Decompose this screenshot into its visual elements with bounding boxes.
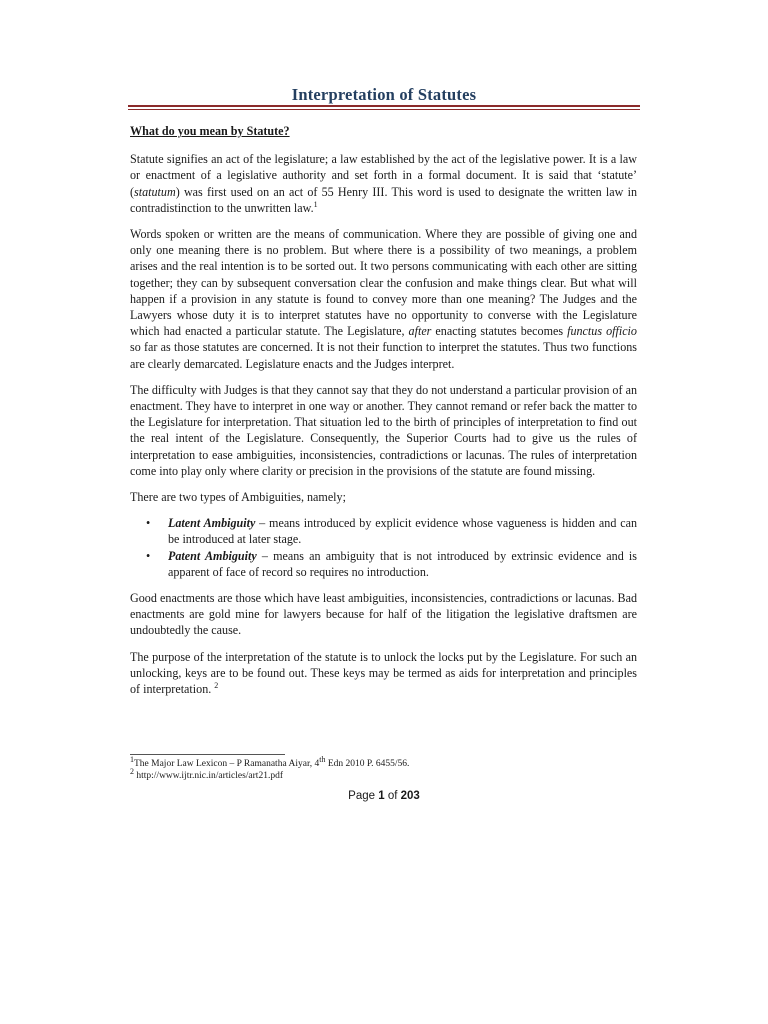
p2-italic-2: functus officio xyxy=(567,324,637,339)
paragraph-6 xyxy=(130,649,637,698)
footnote-separator xyxy=(130,754,285,755)
p1-text-a: Statute signifies an act of the legislature; a law established by the act of the legislative power. It is a law or enactment of a legislative authority and set forth in a formal document. It is said that ‘statute’ ( xyxy=(130,152,637,199)
footnotes xyxy=(130,754,637,782)
bullet-text: – means introduced by explicit evidence whose vagueness is hidden and can be introduced at later stage. xyxy=(168,516,637,547)
footnote-superscript: th xyxy=(319,754,326,764)
ambiguity-list xyxy=(130,515,637,580)
footnote-link[interactable]: http://www.ijtr.nic.in/articles/art21.pdf xyxy=(134,771,283,781)
p2-italic-1: after xyxy=(408,324,432,339)
p1-italic: statutum xyxy=(134,184,176,199)
p6-text: The purpose of the interpretation of the statute is to unlock the locks put by the Legislature. For such an unlocking, keys are to be found out. These keys may be termed as aids for interpretation and principles of interpretation. xyxy=(130,649,637,697)
title-rule-thick xyxy=(128,105,640,107)
bullet-text: – means an ambiguity that is not introduced by extrinsic evidence and is apparent of face of record so requires no introduction. xyxy=(168,548,637,579)
list-item xyxy=(146,548,637,580)
list-item xyxy=(146,515,637,547)
bullet-icon: • xyxy=(146,548,151,563)
paragraph-3: The difficulty with Judges is that they cannot say that they do not understand a particular provision of an enactment. They have to interpret in one way or another. They cannot remand or refer back the matter to the Legislature for interpretation. That situation led to the birth of principles of interpretation to find out the real intent of the Legislature. Consequently, the Superior Courts had to give us the rules of interpretation to ease ambiguities, inconsistencies, contradictions or lacunas. The rules of interpretation come into play only where clarity or precision in the provisions of the statute are found missing. xyxy=(130,382,637,478)
p2-text-b: enacting statutes becomes xyxy=(431,324,568,339)
p1-text-b: ) was first used on an act of 55 Henry III. This word is used to designate the written law in contradistinction to the unwritten law. xyxy=(130,184,637,215)
page-footer xyxy=(128,790,640,802)
footer-prefix: Page xyxy=(348,790,379,802)
paragraph-2 xyxy=(130,226,637,372)
page-title: Interpretation of Statutes xyxy=(291,85,477,104)
bullet-term: Patent Ambiguity xyxy=(168,548,257,563)
p2-text-a: Words spoken or written are the means of communication. Where they are possible of giving one and only one meaning there is no problem. But where there is a possibility of two meanings, a problem arises and the real intention is to be sorted out. It two persons communicating with each other are sitting together; they can by subsequent conversation clear the confusion and make things clear. But what will happen if a provision in any statute is found to convey more than one meaning? The Judges and the Lawyers whose duty it is to interpret statutes have no opportunity to converse with the Legislature which had enacted a particular statute. The Legislature, xyxy=(130,227,637,339)
paragraph-1 xyxy=(130,151,637,216)
title-rule-thin xyxy=(128,109,640,110)
footnote-2 xyxy=(130,766,637,782)
footnote-1 xyxy=(130,754,637,770)
paragraph-4: There are two types of Ambiguities, namely; xyxy=(130,490,346,505)
bullet-term: Latent Ambiguity xyxy=(168,516,256,531)
paragraph-5: Good enactments are those which have least ambiguities, inconsistencies, contradictions or lacunas. Bad enactments are gold mine for lawyers because for half of the litigation the legislative draftsmen are undoubtedly the cause. xyxy=(130,591,637,638)
footnote-ref-2[interactable]: 2 xyxy=(214,681,219,691)
footnote-ref-1[interactable]: 1 xyxy=(313,199,318,209)
footnote-number: 2 xyxy=(130,766,134,776)
footnote-text: The Major Law Lexicon – P Ramanatha Aiyar, 4 xyxy=(134,759,320,769)
footer-of: of xyxy=(384,790,401,802)
page-total: 203 xyxy=(400,790,420,802)
page-number: 1 xyxy=(378,790,385,802)
footnote-number: 1 xyxy=(130,754,134,764)
section-heading: What do you mean by Statute? xyxy=(130,124,290,138)
body-content xyxy=(130,123,637,707)
footnote-text: Edn 2010 P. 6455/56. xyxy=(325,759,410,769)
bullet-icon: • xyxy=(146,516,151,531)
p2-text-c: so far as those statutes are concerned. It is not their function to interpret the statutes. Thus two functions are clearly demarcated. Legislature enacts and the Judges interpret. xyxy=(130,340,637,371)
